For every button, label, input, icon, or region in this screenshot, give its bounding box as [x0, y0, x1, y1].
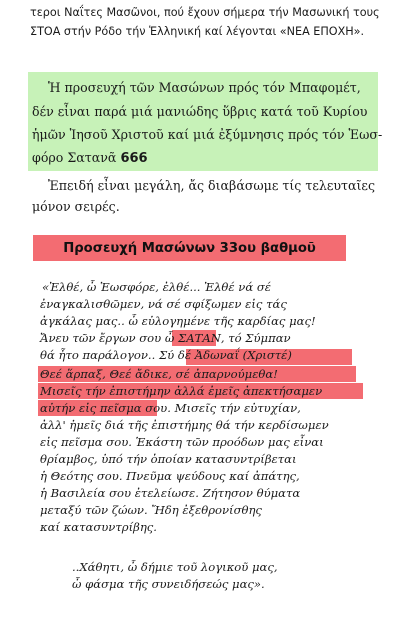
prayer-line-14: μεταξύ τῶν ζώων. Ἤδη ἐξεθρονίσθης [40, 503, 262, 517]
prayer-line-2: ἐναγκαλισθῶμεν, νά σέ σφίξωμεν εἰς τάς [40, 297, 287, 311]
prayer-heading: Προσευχή Μασώνων 33ου βαθμοῦ [33, 235, 346, 261]
prayer-line-13: ἡ Βασιλεία σου ἐτελείωσε. Ζήτησον θύματα [40, 486, 301, 500]
green-line-4-text: φόρο Σατανᾶ [32, 150, 117, 165]
prayer-line-11: θρίαμβος, ὑπό τήν ὁποίαν κατασυντρίβεται [40, 452, 297, 466]
prayer-line-4: Ἄνευ τῶν ἔργων σου ὦ ΣΑΤΑΝ, τό Σύμπαν [40, 331, 291, 345]
after-line-2: μόνον σειρές. [32, 199, 120, 214]
prayer-line-12: ἡ Θεότης σου. Πνεῦμα ψεύδους καί ἀπάτης, [40, 469, 300, 483]
green-line-2: δέν εἶναι παρά μιά μανιώδης ὕβρις κατά τοῦ Κυρίου [32, 104, 368, 119]
closing-line-2: ὦ φάσμα τῆς συνειδήσεώς μας». [72, 577, 265, 591]
prayer-line-5: θά ἦτο παράλογον.. Σύ δέ Ἀδωναΐ (Χριστέ) [40, 348, 292, 362]
prayer-line-9: ἀλλ' ἡμεῖς διά τῆς ἐπιστήμης θά τήν κερδίσωμεν [40, 418, 329, 432]
prayer-line-7: Μισεῖς τήν ἐπιστήμην ἀλλά ἐμεῖς ἀπεκτήσαμεν [40, 384, 323, 398]
intro-line-1: τεροι Ναΐτες Μασῶνοι, πού ἔχουν σήμερα τήν Μασωνική τους [30, 6, 380, 19]
green-line-3: ἡμῶν Ἰησοῦ Χριστοῦ καί μιά ἐξύμνησις πρός τόν Ἑωσ- [32, 127, 383, 142]
after-line-1: Ἐπειδή εἶναι μεγάλη, ἄς διαβάσωμε τίς τελευταῖες [48, 178, 376, 193]
prayer-line-8: αὐτήν εἰς πεῖσμα σου. Μισεῖς τήν εὐτυχίαν, [40, 401, 301, 415]
closing-line-1: ..Χάθητι, ὦ δήμιε τοῦ λογικοῦ μας, [72, 560, 278, 574]
green-line-4 [32, 150, 148, 166]
intro-line-2: ΣΤΟΑ στήν Ρόδο τήν Ἑλληνική καί λέγονται «ΝΕΑ ΕΠΟΧΗ». [30, 25, 365, 38]
prayer-line-3: ἀγκάλας μας.. ὦ εὐλογημένε τῆς καρδίας μας! [40, 314, 316, 328]
prayer-line-6: Θεέ ἅρπαξ, Θεέ ἄδικε, σέ ἀπαρνούμεθα! [40, 367, 278, 381]
prayer-line-15: καί κατασυντρίβης. [40, 520, 157, 534]
prayer-line-1: «Ἐλθέ, ὦ Ἑωσφόρε, ἐλθέ... Ἐλθέ νά σέ [42, 280, 272, 294]
number-666: 666 [120, 151, 148, 166]
prayer-line-10: εἰς πεῖσμα σου. Ἑκάστη τῶν προόδων μας εἶναι [40, 435, 324, 449]
green-line-1: Ἡ προσευχή τῶν Μασώνων πρός τόν Μπαφομέτ, [48, 80, 361, 95]
